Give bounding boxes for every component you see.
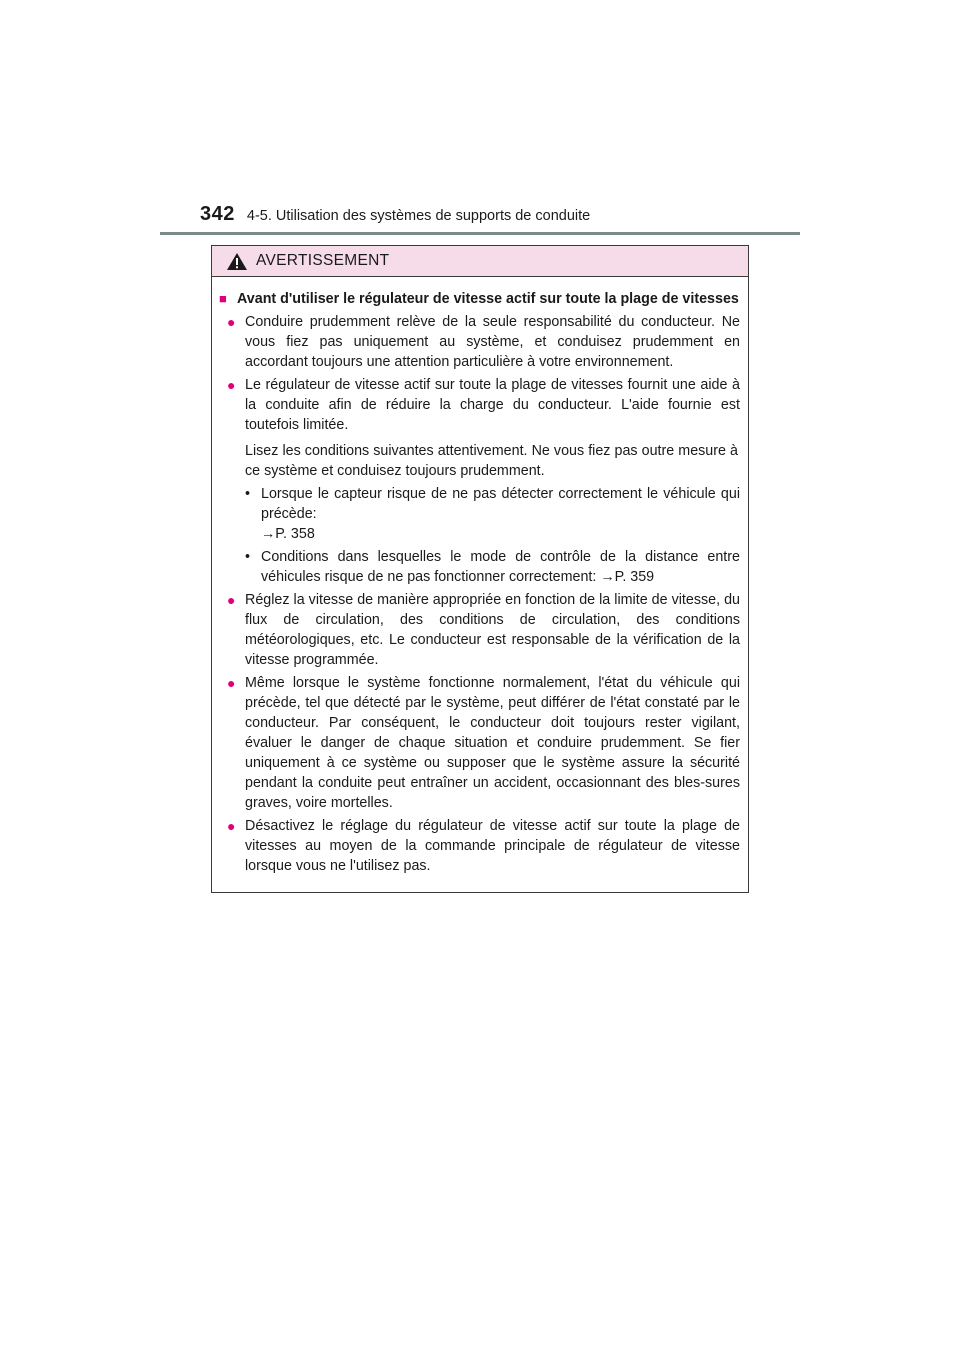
- warning-header: [212, 246, 748, 277]
- warning-box: [211, 245, 749, 893]
- circle-bullet-icon: ●: [227, 675, 236, 691]
- dot-bullet-icon: •: [245, 486, 251, 502]
- square-bullet-icon: ■: [219, 291, 227, 306]
- circle-bullet-icon: ●: [227, 377, 236, 393]
- sub-list-item-text: Lorsque le capteur risque de ne pas détecter correctement le véhicule qui précède:: [261, 486, 740, 522]
- page-number: 342: [200, 203, 235, 225]
- dot-bullet-icon: •: [245, 549, 251, 565]
- warning-body: [212, 277, 748, 876]
- circle-bullet-icon: ●: [227, 592, 236, 608]
- list-item: [219, 375, 740, 435]
- list-item: [219, 312, 740, 372]
- list-item: [219, 816, 740, 876]
- list-item: [219, 590, 740, 670]
- warning-heading: [219, 289, 740, 309]
- warning-heading-text: Avant d'utiliser le régulateur de vitesse actif sur toute la plage de vitesses: [237, 291, 739, 307]
- list-item: [219, 673, 740, 813]
- page-header: [200, 203, 590, 226]
- list-item-text: Conduire prudemment relève de la seule responsabilité du conducteur. Ne vous fiez pas uniquement au système, et conduisez prudemment en accordant toujours une attention particulière à votre environnement.: [245, 314, 740, 370]
- circle-bullet-icon: ●: [227, 314, 236, 330]
- list-item-text: Le régulateur de vitesse actif sur toute la plage de vitesses fournit une aide à la conduite afin de réduire la charge du conducteur. L'aide fournie est toutefois limitée.: [245, 377, 740, 433]
- list-item-text: Réglez la vitesse de manière appropriée en fonction de la limite de vitesse, du flux de circulation, des conditions de circulation, des conditions météorologiques, etc. Le conducteur est responsable de la vérification de la vitesse programmée.: [245, 592, 740, 668]
- circle-bullet-icon: ●: [227, 818, 236, 834]
- header-rule: [160, 232, 800, 235]
- sub-list-item-text: Conditions dans lesquelles le mode de contrôle de la distance entre véhicules risque de ne pas fonctionner correctement: →P. 359: [261, 549, 740, 585]
- section-title: 4-5. Utilisation des systèmes de supports de conduite: [246, 208, 591, 224]
- warning-triangle-icon: [226, 251, 248, 271]
- list-item-text: Même lorsque le système fonctionne normalement, l'état du véhicule qui précède, tel que détecté par le système, peut différer de l'état constaté par le conducteur. Par conséquent, le conducteur doit toujours rester vigilant, évaluer le danger de chaque situation et conduire prudemment. Se fier uniquement à ce système ou supposer que le système assure la sécurité pendant la conduite peut entraîner un accident, occasionnant des bles-sures graves, voire mortelles.: [245, 675, 740, 811]
- sub-list-item: [245, 547, 740, 587]
- page-reference: →P. 358: [261, 526, 315, 542]
- warning-label: AVERTISSEMENT: [256, 252, 390, 269]
- sub-paragraph: Lisez les conditions suivantes attentivement. Ne vous fiez pas outre mesure à ce système et conduisez toujours prudemment.: [245, 443, 738, 479]
- sub-list-item: [245, 484, 740, 544]
- list-item-text: Désactivez le réglage du régulateur de vitesse actif sur toute la plage de vitesses au moyen de la commande principale de régulateur de vitesse lorsque vous ne l'utilisez pas.: [245, 818, 740, 874]
